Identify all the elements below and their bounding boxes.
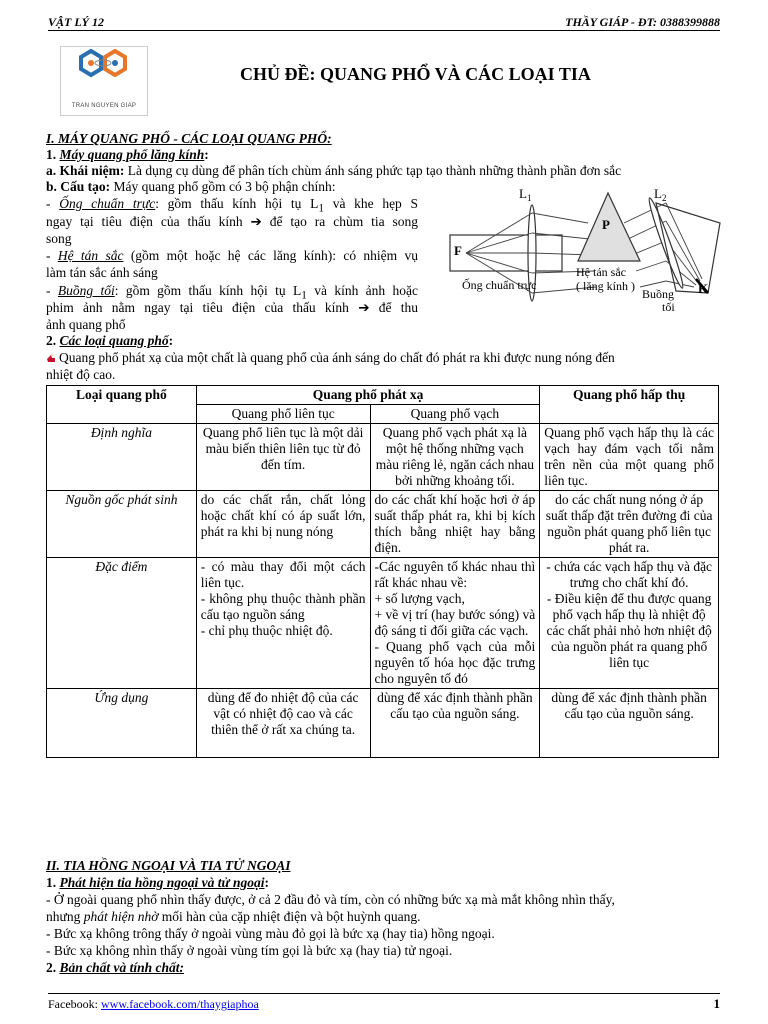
sub2-number: 2. bbox=[46, 333, 60, 348]
logo-caption: TRAN NGUYEN GIAP bbox=[71, 103, 137, 109]
section2-line1: - Ở ngoài quang phổ nhìn thấy được, ở cả 2 đầu đỏ và tím, còn có những bức xạ mà mắt không nhìn thấy, bbox=[46, 892, 615, 907]
section2-line2 bbox=[46, 909, 420, 925]
dash: - bbox=[46, 283, 58, 298]
arrow-right-icon: ➔ bbox=[250, 214, 262, 229]
arrow-right-icon: ➔ bbox=[358, 300, 370, 315]
section1-heading: I. MÁY QUANG PHỔ - CÁC LOẠI QUANG PHỔ: bbox=[46, 131, 332, 146]
sub2-colon: : bbox=[168, 333, 174, 348]
cell-line bbox=[370, 558, 540, 689]
label-collimator: Ống chuẩn trực bbox=[462, 278, 537, 292]
header-subject: VẬT LÝ 12 bbox=[48, 15, 104, 29]
cell-line: do các chất khí hoặc hơi ở áp suất thấp phát ra, khi bị kích thích bằng nhiệt hay bằng điện. bbox=[370, 491, 540, 558]
sub1-title: Máy quang phổ lăng kính bbox=[59, 147, 205, 162]
cell-continuous: dùng để đo nhiệt độ của các vật có nhiệt độ cao và các thiên thể ở rất xa chúng ta. bbox=[196, 689, 370, 758]
row-label: Định nghĩa bbox=[47, 424, 197, 491]
cell-absorption: Quang phổ vạch hấp thụ là các vạch hay đám vạch tối nằm trên nền của một quang phổ liên tục. bbox=[540, 424, 719, 491]
subscript: 1 bbox=[318, 202, 324, 215]
table-header-row bbox=[47, 386, 719, 405]
sub2-title: Bản chất và tính chất: bbox=[59, 960, 185, 975]
sub1-number: 1. bbox=[46, 147, 60, 162]
structure-text: Máy quang phổ gồm có 3 bộ phận chính: bbox=[110, 179, 336, 194]
part1-text-3: để tạo ra chùm tia song bbox=[261, 214, 419, 229]
part2-line2: làm tán sắc ánh sáng bbox=[46, 265, 158, 280]
cell-absorption: do các chất nung nóng ở áp suất thấp đặt trên đường đi của nguồn phát quang phổ liên tục phát ra. bbox=[540, 491, 719, 558]
part2-name: Hệ tán sắc bbox=[57, 248, 124, 263]
facebook-link[interactable]: www.facebook.com/thaygiaphoa bbox=[101, 997, 259, 1011]
section2-line3: - Bức xạ không trông thấy ở ngoài vùng màu đỏ gọi là bức xạ (hay tia) hồng ngoại. bbox=[46, 926, 495, 941]
cell-line: Quang phổ vạch phát xạ là một hệ thống những vạch màu riêng lẻ, ngăn cách nhau bởi những khoảng tối. bbox=[370, 424, 540, 491]
page-footer bbox=[48, 993, 720, 1011]
header-line: Quang phổ vạch bbox=[370, 405, 540, 424]
intro-line1 bbox=[46, 350, 615, 366]
section1-sub2 bbox=[46, 333, 173, 349]
header-spectrum-type: Loại quang phổ bbox=[47, 386, 197, 424]
label-f: F bbox=[454, 243, 462, 258]
sub2-title: Các loại quang phổ bbox=[59, 333, 169, 348]
page-header bbox=[48, 14, 720, 31]
label-dispersion-system: Hệ tán sắc bbox=[576, 265, 626, 279]
cell-line-text: + số lượng vạch, bbox=[374, 591, 465, 606]
logo bbox=[60, 46, 148, 116]
cell-line-text: - chứa các vạch hấp thụ và đặc trưng cho chất khí đó. bbox=[546, 559, 713, 590]
spectrometer-diagram bbox=[428, 183, 728, 325]
section2-sub1 bbox=[46, 875, 269, 891]
cell-line-text: - Điều kiện để thu được quang phổ vạch hấp thụ là nhiệt độ các chất phải nhỏ hơn nhiệt độ của nguồn phát ra quang phổ liên tục bbox=[546, 591, 712, 670]
part1-text: : gồm thấu kính hội tụ L bbox=[155, 196, 319, 211]
subscript: 1 bbox=[301, 289, 307, 302]
cell-line-text: + về vị trí (hay bước sóng) và độ sáng tỉ đối giữa các vạch. bbox=[374, 607, 536, 638]
label-camera-2: tối bbox=[662, 300, 675, 314]
cell-continuous bbox=[196, 558, 370, 689]
cell-line-text: - chỉ phụ thuộc nhiệt độ. bbox=[200, 623, 333, 638]
label-p: P bbox=[602, 217, 610, 232]
part3-line3: ảnh quang phổ bbox=[46, 317, 126, 332]
row-label: Nguồn gốc phát sinh bbox=[47, 491, 197, 558]
page-number: 1 bbox=[713, 996, 720, 1011]
part1-line3: song bbox=[46, 231, 72, 246]
definition-label: a. Khái niệm: bbox=[46, 163, 125, 178]
cell-absorption bbox=[540, 558, 719, 689]
sub1-title: Phát hiện tia hồng ngoại và tử ngoại bbox=[59, 875, 265, 890]
header-absorption: Quang phổ hấp thụ bbox=[540, 386, 719, 424]
dash: - bbox=[46, 196, 60, 211]
header-continuous: Quang phổ liên tục bbox=[196, 405, 370, 424]
logo-mark-icon bbox=[61, 47, 147, 97]
intro-line2: nhiệt độ cao. bbox=[46, 367, 116, 382]
text: nhưng bbox=[46, 909, 84, 924]
intro-text: Quang phổ phát xạ của một chất là quang phổ của ánh sáng do chất đó phát ra khi được nung nóng đến bbox=[59, 350, 615, 365]
part3-text-b: và kính ảnh hoặc bbox=[306, 283, 419, 298]
footer-facebook bbox=[48, 997, 259, 1012]
cell-absorption: dùng để xác định thành phần cấu tạo của nguồn sáng. bbox=[540, 689, 719, 758]
section1-sub1 bbox=[46, 147, 209, 163]
part3-text: : gồm gồm thấu kính hội tụ L bbox=[114, 283, 302, 298]
sub1-number: 1. bbox=[46, 875, 60, 890]
part1-line2 bbox=[46, 214, 418, 230]
cell-continuous: Quang phổ liên tục là một dải màu biến thiên liên tục từ đỏ đến tím. bbox=[196, 424, 370, 491]
section2-sub2 bbox=[46, 960, 184, 976]
label-camera-1: Buồng bbox=[642, 287, 675, 301]
text-italic: phát hiện nhờ bbox=[83, 909, 159, 924]
part3-line2 bbox=[46, 300, 418, 316]
table-row bbox=[47, 491, 719, 558]
section2-line4: - Bức xạ không nhìn thấy ở ngoài vùng tím gọi là bức xạ (hay tia) tử ngoại. bbox=[46, 943, 453, 958]
part1-text-b: và khe hẹp S bbox=[324, 196, 419, 211]
cell-continuous: do các chất rắn, chất lỏng hoặc chất khí có áp suất lớn, phát ra khi bị nung nóng bbox=[196, 491, 370, 558]
part1-name: Ống chuẩn trực bbox=[59, 196, 156, 211]
spectra-table bbox=[46, 385, 719, 758]
header-teacher-contact: THẦY GIÁP - ĐT: 0388399888 bbox=[565, 15, 720, 29]
definition-line bbox=[46, 163, 621, 179]
cell-line-text: - có màu thay đổi một cách liên tục. bbox=[200, 559, 366, 590]
row-label: Ứng dụng bbox=[47, 689, 197, 758]
cell-line-text: - không phụ thuộc thành phần cấu tạo nguồn sáng bbox=[200, 591, 366, 622]
part3-text-2: phim ảnh nằm ngay tại tiêu điện của thấu kính bbox=[46, 300, 359, 315]
cell-line-text: - Quang phổ vạch của mỗi nguyên tố hóa học đặc trưng cho nguyên tố đó bbox=[374, 639, 536, 686]
cell-line-text: -Các nguyên tố khác nhau thì rất khác nhau về: bbox=[374, 559, 536, 590]
part1-text-2: ngay tại tiêu điện của thấu kính bbox=[46, 214, 251, 229]
row-label: Đặc điểm bbox=[47, 558, 197, 689]
label-prism: ( lăng kính ) bbox=[576, 279, 635, 293]
sub1-colon: : bbox=[264, 875, 270, 890]
sub1-colon: : bbox=[204, 147, 209, 162]
label-k: K bbox=[698, 281, 709, 296]
label-l1: $L_1$ bbox=[519, 186, 532, 203]
structure-label: b. Cấu tạo: bbox=[46, 179, 111, 194]
header-emission: Quang phổ phát xạ bbox=[196, 386, 539, 405]
table-row bbox=[47, 424, 719, 491]
section2-heading: II. TIA HỒNG NGOẠI VÀ TIA TỬ NGOẠI bbox=[46, 858, 291, 873]
part3-text-3: để thu bbox=[369, 300, 418, 315]
pointing-hand-icon bbox=[46, 353, 56, 363]
table-row bbox=[47, 558, 719, 689]
part2-text: (gồm một hoặc hệ các lăng kính): có nhiệm vụ bbox=[123, 248, 418, 263]
label-l2: $L_2$ bbox=[654, 186, 667, 203]
footer-label: Facebook: bbox=[48, 997, 101, 1011]
part2-line1 bbox=[46, 248, 418, 264]
text: mối hàn của cặp nhiệt điện và bột huỳnh quang. bbox=[158, 909, 421, 924]
dash: - bbox=[46, 248, 58, 263]
table-row bbox=[47, 689, 719, 758]
part3-name: Buồng tối bbox=[57, 283, 115, 298]
definition-text: Là dụng cụ dùng để phân tích chùm ánh sáng phức tạp tạo thành những thành phần đơn sắc bbox=[124, 163, 622, 178]
page-title: CHỦ ĐỀ: QUANG PHỔ VÀ CÁC LOẠI TIA bbox=[240, 64, 591, 84]
sub2-number: 2. bbox=[46, 960, 60, 975]
structure-line bbox=[46, 179, 335, 195]
cell-line: dùng để xác định thành phần cấu tạo của nguồn sáng. bbox=[370, 689, 540, 758]
